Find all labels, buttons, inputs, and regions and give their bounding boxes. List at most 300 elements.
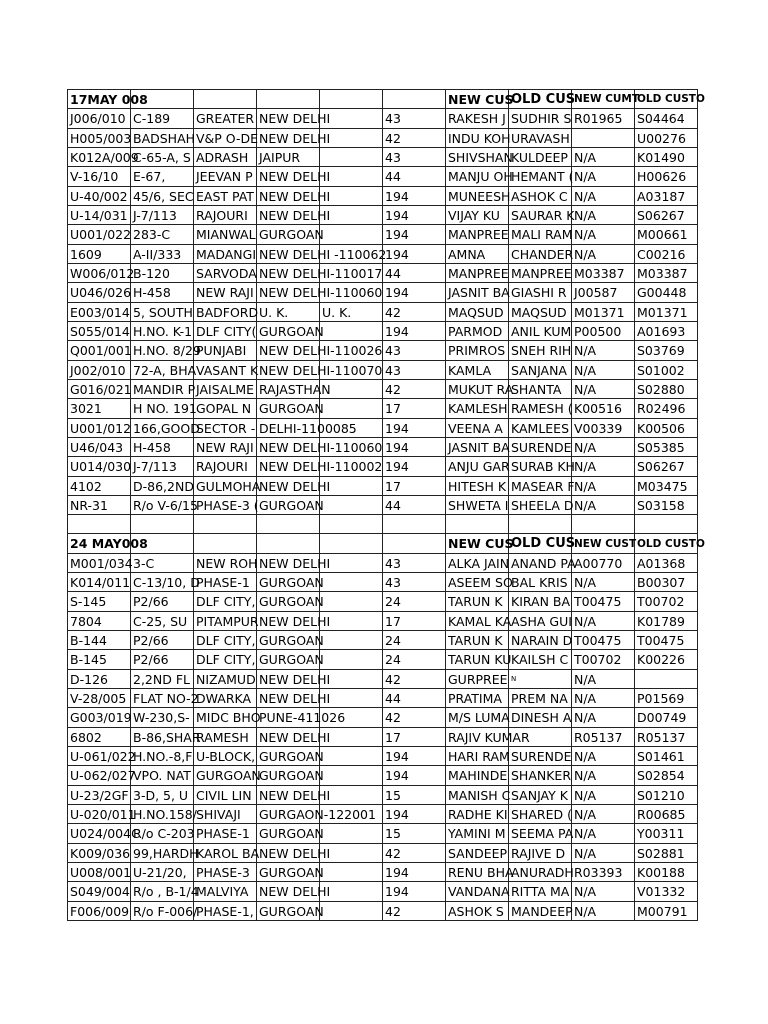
table-row <box>68 631 698 650</box>
code-cell <box>68 457 131 477</box>
cell-text: 194 <box>385 807 409 822</box>
new-customer-cell <box>446 380 514 399</box>
cell-text: 194 <box>385 208 409 223</box>
locality-cell <box>194 650 257 670</box>
code-cell <box>68 109 131 129</box>
cell-text: N/A <box>574 691 597 706</box>
cell-text: 194 <box>385 247 409 262</box>
new-customer-cell <box>446 728 530 747</box>
cell-text: MANPREE <box>448 227 509 242</box>
new-customer-cell <box>446 902 509 921</box>
address-cell <box>131 264 194 283</box>
cell-text: JASNIT BA <box>448 440 510 455</box>
old-customer-id-cell <box>635 554 698 573</box>
old-customer-cell <box>509 477 575 496</box>
table-row <box>68 766 698 786</box>
cell-text: CHANDER <box>511 247 574 262</box>
table-row <box>68 573 698 592</box>
table-row <box>68 612 698 631</box>
locality-cell <box>194 457 257 477</box>
cell-text: R01965 <box>574 111 623 126</box>
locality-cell <box>194 225 257 245</box>
city-cell <box>257 129 331 148</box>
cell-text: K01789 <box>637 614 685 629</box>
table-row <box>68 457 698 477</box>
new-customer-cell <box>446 148 513 167</box>
address-cell <box>131 670 194 689</box>
cell-text: GURGOAN <box>196 768 261 783</box>
city-extra-cell <box>320 225 383 245</box>
cell-text: GURGOAN <box>259 826 324 841</box>
cell-text: RAJOURI <box>196 459 248 474</box>
city-extra-cell <box>320 573 383 592</box>
old-customer-cell <box>509 419 572 438</box>
cell-text: KAMLEES <box>511 421 570 436</box>
cell-text: NEW DELHI <box>259 131 331 146</box>
cell-text: M/S LUMA <box>448 710 510 725</box>
cell-text: D-86,2ND <box>133 479 194 494</box>
number-cell <box>383 670 446 689</box>
cell-text: ANJU GAR <box>448 459 510 474</box>
cell-text: NEW DELHI -110062 <box>259 247 387 262</box>
cell-text: 1609 <box>70 247 102 262</box>
cell-text: NEW DELHI-110017 <box>259 266 383 281</box>
cell-text: RENU BHA <box>448 865 514 880</box>
city-cell <box>257 747 324 766</box>
cell-text: SHIVSHAN <box>448 150 513 165</box>
address-cell <box>131 148 194 167</box>
header-cell <box>131 534 194 554</box>
code-cell <box>68 477 131 496</box>
code-cell <box>68 766 136 786</box>
table-row <box>68 650 698 670</box>
cell-text: A-II/333 <box>133 247 182 262</box>
cell-text: 17 <box>385 479 401 494</box>
cell-text: N/A <box>574 498 597 513</box>
old-customer-id-cell <box>635 592 698 612</box>
address-cell <box>131 496 198 515</box>
new-customer-cell <box>446 322 509 341</box>
cell-text: MANISH C <box>448 788 511 803</box>
new-customer-cell <box>446 264 509 283</box>
new-customer-id-cell <box>572 902 635 921</box>
table-row <box>68 264 698 283</box>
number-cell <box>383 419 446 438</box>
cell-text: M00791 <box>637 904 688 919</box>
cell-text: GURGOAN <box>259 594 324 609</box>
cell-text: N <box>511 675 517 683</box>
cell-text: ANIL KUM <box>511 324 572 339</box>
address-cell <box>131 303 194 322</box>
address-cell <box>131 225 194 245</box>
cell-text: 44 <box>385 266 401 281</box>
new-customer-id-cell <box>572 187 635 206</box>
old-customer-header <box>509 534 576 554</box>
cell-text: U-21/20, <box>133 865 187 880</box>
old-customer-id-cell <box>635 728 698 747</box>
locality-cell <box>194 824 257 844</box>
cell-text: N/A <box>574 749 597 764</box>
new-customer-id-cell <box>572 341 635 361</box>
cell-text: N/A <box>574 247 597 262</box>
cell-text: VEENA A <box>448 421 503 436</box>
cell-text: U-14/031 <box>70 208 128 223</box>
old-customer-id-cell <box>635 399 698 419</box>
cell-text: CIVIL LIN <box>196 788 252 803</box>
new-customer-cell <box>446 361 509 380</box>
cell-text: H.NO.-8,F <box>133 749 193 764</box>
cell-text: R03393 <box>574 865 623 880</box>
code-cell <box>68 225 131 245</box>
cell-text: NR-31 <box>70 498 108 513</box>
address-cell <box>131 824 194 844</box>
cell-text: K00506 <box>637 421 685 436</box>
cell-text: SANJAY K <box>511 788 568 803</box>
new-customer-id-cell <box>572 283 635 303</box>
old-customer-id-cell <box>635 515 698 534</box>
city-extra-cell <box>320 148 383 167</box>
cell-text: MANDEEP <box>511 904 573 919</box>
old-customer-cell <box>509 187 572 206</box>
cell-text: JEEVAN P <box>196 169 253 184</box>
new-customer-cell <box>446 805 509 824</box>
old-customer-cell <box>509 322 572 341</box>
old-customer-id-cell <box>635 786 698 805</box>
code-cell <box>68 805 136 824</box>
cell-text: 42 <box>385 904 401 919</box>
city-extra-cell <box>320 747 383 766</box>
address-cell <box>131 554 194 573</box>
number-cell <box>383 902 446 921</box>
cell-text: OLD CUS <box>511 536 576 551</box>
number-cell <box>383 496 446 515</box>
cell-text: E003/014 <box>70 305 130 320</box>
old-customer-cell <box>509 245 572 264</box>
header-cell <box>383 534 446 554</box>
cell-text: A01368 <box>637 556 686 571</box>
table-row <box>68 341 698 361</box>
cell-text: U. K. <box>322 305 352 320</box>
cell-text: 44 <box>385 498 401 513</box>
cell-text: F006/009 <box>70 904 130 919</box>
cell-text: NEW DELHI <box>259 556 331 571</box>
cell-text: S01210 <box>637 788 685 803</box>
cell-text: S03158 <box>637 498 685 513</box>
code-cell <box>68 844 131 863</box>
code-cell <box>68 689 131 708</box>
code-cell <box>68 728 131 747</box>
new-customer-cell <box>446 109 509 129</box>
new-customer-id-cell <box>572 612 635 631</box>
table-row <box>68 747 698 766</box>
number-cell <box>383 592 446 612</box>
cell-text: GURGOAN <box>259 652 324 667</box>
cell-text: H00626 <box>637 169 687 184</box>
header-cell <box>194 534 257 554</box>
cell-text: 5, SOUTH <box>133 305 193 320</box>
city-extra-cell <box>320 283 383 303</box>
address-cell <box>131 650 194 670</box>
city-cell <box>257 187 331 206</box>
cell-text: MAHINDE <box>448 768 508 783</box>
new-customer-cell <box>446 592 509 612</box>
table-row <box>68 844 698 863</box>
cell-text: SHIVAJI <box>196 807 241 822</box>
cell-text: S06267 <box>637 459 685 474</box>
code-cell <box>68 399 131 419</box>
city-cell <box>257 728 331 747</box>
cell-text: M00661 <box>637 227 688 242</box>
code-cell <box>68 902 131 921</box>
cell-text: 42 <box>385 710 401 725</box>
cell-text: MIANWAL <box>196 227 256 242</box>
cell-text: NEW DELHI <box>259 884 331 899</box>
cell-text: K00188 <box>637 865 685 880</box>
old-customer-cell <box>509 148 572 167</box>
cell-text: 194 <box>385 884 409 899</box>
cell-text: AMNA <box>448 247 486 262</box>
city-extra-cell <box>320 187 383 206</box>
cell-text: JAIPUR <box>259 150 301 165</box>
cell-text: K00226 <box>637 652 685 667</box>
cell-text: U. K. <box>259 305 289 320</box>
cell-text: KIRAN BA <box>511 594 571 609</box>
new-customer-cell <box>446 631 509 650</box>
cell-text: J-7/113 <box>133 459 177 474</box>
city-cell <box>257 631 324 650</box>
city-cell <box>257 283 383 303</box>
address-cell <box>131 728 201 747</box>
cell-text: 45/6, SEC <box>133 189 194 204</box>
old-customer-id-cell <box>635 612 698 631</box>
table-row <box>68 283 698 303</box>
cell-text: 24 MAY008 <box>70 536 148 551</box>
cell-text: VASANT K <box>196 363 259 378</box>
address-cell <box>131 631 194 650</box>
number-cell <box>383 554 446 573</box>
table-row <box>68 206 698 225</box>
locality-cell <box>194 689 257 708</box>
cell-text: KULDEEP <box>511 150 568 165</box>
old-customer-cell <box>509 361 572 380</box>
cell-text: NEW DELHI <box>259 730 331 745</box>
locality-cell <box>194 399 257 419</box>
city-cell <box>257 689 331 708</box>
header-cell <box>257 534 320 554</box>
old-customer-id-cell <box>635 167 698 187</box>
cell-text: 194 <box>385 324 409 339</box>
cell-text: S01002 <box>637 363 685 378</box>
cell-text: NEW RAJI <box>196 440 254 455</box>
code-cell <box>68 882 131 902</box>
address-cell <box>131 805 197 824</box>
cell-text: H.NO. K-1 <box>133 324 193 339</box>
cell-text: GURGOAN <box>259 575 324 590</box>
cell-text: Q001/001 <box>70 343 132 358</box>
new-customer-cell <box>446 496 509 515</box>
table-row <box>68 109 698 129</box>
new-customer-id-cell <box>572 728 635 747</box>
cell-text: D-126 <box>70 672 108 687</box>
city-cell <box>257 109 331 129</box>
cell-text: K01490 <box>637 150 685 165</box>
locality-cell <box>194 786 257 805</box>
new-customer-id-cell <box>572 824 635 844</box>
city-cell <box>257 670 331 689</box>
locality-cell <box>194 380 257 399</box>
cell-text: J00587 <box>574 285 618 300</box>
new-customer-id-cell <box>572 129 635 148</box>
new-customer-cell <box>446 786 509 805</box>
locality-cell <box>194 187 257 206</box>
table-row <box>68 380 698 399</box>
number-cell <box>383 824 446 844</box>
cell-text: 72-A, BHA <box>133 363 197 378</box>
code-cell <box>68 650 131 670</box>
new-customer-id-cell <box>572 766 635 786</box>
table-row <box>68 361 698 380</box>
cell-text: T00475 <box>574 633 622 648</box>
cell-text: P2/66 <box>133 594 169 609</box>
locality-cell <box>194 515 257 534</box>
old-customer-cell <box>509 824 572 844</box>
old-customer-id-cell <box>635 573 698 592</box>
new-customer-id-header <box>572 534 635 554</box>
address-cell <box>131 419 200 438</box>
cell-text: PHASE-1 <box>196 575 250 590</box>
old-customer-cell <box>509 689 572 708</box>
new-customer-id-cell <box>572 399 635 419</box>
cell-text: PHASE-3 ( <box>196 498 259 513</box>
cell-text: NEW DELHI-110070 <box>259 363 383 378</box>
cell-text: M01371 <box>574 305 625 320</box>
old-customer-id-cell <box>635 322 698 341</box>
cell-text: HARI RAM <box>448 749 510 764</box>
old-customer-cell <box>509 708 572 728</box>
city-extra-cell <box>320 863 383 882</box>
old-customer-id-header <box>635 534 705 554</box>
cell-text: ADRASH <box>196 150 249 165</box>
city-extra-cell <box>320 824 383 844</box>
city-extra-cell <box>320 554 383 573</box>
locality-cell <box>194 573 257 592</box>
cell-text: P2/66 <box>133 633 169 648</box>
cell-text: NEW DELHI <box>259 479 331 494</box>
cell-text: A00770 <box>574 556 623 571</box>
cell-text: SECTOR - <box>196 421 256 436</box>
cell-text: V&P O-DE <box>196 131 259 146</box>
cell-text: ALKA JAIN <box>448 556 510 571</box>
cell-text: SANJANA <box>511 363 567 378</box>
old-customer-cell <box>509 303 572 322</box>
cell-text: GURGOAN <box>259 904 324 919</box>
cell-text: GURGOAN <box>259 749 324 764</box>
cell-text: R/o V-6/15 <box>133 498 198 513</box>
cell-text: NIZAMUD <box>196 672 256 687</box>
cell-text: SANDEEP <box>448 846 508 861</box>
number-cell <box>383 380 446 399</box>
locality-cell <box>194 419 257 438</box>
locality-cell <box>194 631 257 650</box>
address-cell <box>131 245 194 264</box>
city-cell <box>257 167 331 187</box>
old-customer-cell <box>509 650 572 670</box>
cell-text: NEW DELHI-110026 <box>259 343 383 358</box>
cell-text: MIDC BHO <box>196 710 261 725</box>
cell-text: FLAT NO-2 <box>133 691 199 706</box>
old-customer-cell <box>509 766 572 786</box>
cell-text: G003/019 <box>70 710 132 725</box>
address-cell <box>131 786 194 805</box>
address-cell <box>131 438 194 457</box>
cell-text: RAJIVE D <box>511 846 566 861</box>
cell-text: U-061/022 <box>70 749 136 764</box>
old-customer-id-cell <box>635 303 698 322</box>
cell-text: SARVODA <box>196 266 257 281</box>
cell-text: N/A <box>574 459 597 474</box>
cell-text: TARUN KU <box>448 652 512 667</box>
cell-text: U014/030 <box>70 459 132 474</box>
new-customer-cell <box>446 225 509 245</box>
cell-text: T00475 <box>637 633 685 648</box>
new-customer-cell <box>446 341 509 361</box>
code-cell <box>68 419 131 438</box>
old-customer-id-cell <box>635 863 698 882</box>
cell-text: 194 <box>385 285 409 300</box>
old-customer-cell <box>509 592 572 612</box>
cell-text: H-458 <box>133 285 171 300</box>
locality-cell <box>194 283 257 303</box>
cell-text: 42 <box>385 846 401 861</box>
cell-text: P00500 <box>574 324 622 339</box>
new-customer-id-cell <box>572 573 635 592</box>
table-row <box>68 245 698 264</box>
city-cell <box>257 863 324 882</box>
table-row <box>68 592 698 612</box>
cell-text: SHANTA <box>511 382 562 397</box>
cell-text: SNEH RIH <box>511 343 572 358</box>
number-cell <box>383 322 446 341</box>
code-cell <box>68 341 131 361</box>
new-customer-cell <box>446 824 509 844</box>
cell-text: M01371 <box>637 305 688 320</box>
city-cell <box>257 786 331 805</box>
cell-text: D00749 <box>637 710 687 725</box>
address-cell <box>131 863 194 882</box>
cell-text: NEW DELHI <box>259 846 331 861</box>
locality-cell <box>194 438 257 457</box>
locality-cell <box>194 844 260 863</box>
city-extra-cell <box>320 245 383 264</box>
locality-cell <box>194 264 257 283</box>
cell-text: OLD CUSTO <box>637 538 705 550</box>
cell-text: SHARED ( <box>511 807 572 822</box>
city-extra-cell <box>320 786 383 805</box>
city-extra-cell <box>320 419 383 438</box>
cell-text: 43 <box>385 575 401 590</box>
cell-text: N/A <box>574 440 597 455</box>
header-cell <box>194 90 257 109</box>
cell-text: S-145 <box>70 594 107 609</box>
new-customer-cell <box>446 650 512 670</box>
old-customer-id-cell <box>635 187 698 206</box>
cell-text: 2,2ND FL <box>133 672 190 687</box>
cell-text: NEW DELHI <box>259 672 331 687</box>
cell-text: VPO. NAT <box>133 768 191 783</box>
cell-text: J-7/113 <box>133 208 177 223</box>
header-cell <box>320 90 383 109</box>
cell-text: C00216 <box>637 247 686 262</box>
